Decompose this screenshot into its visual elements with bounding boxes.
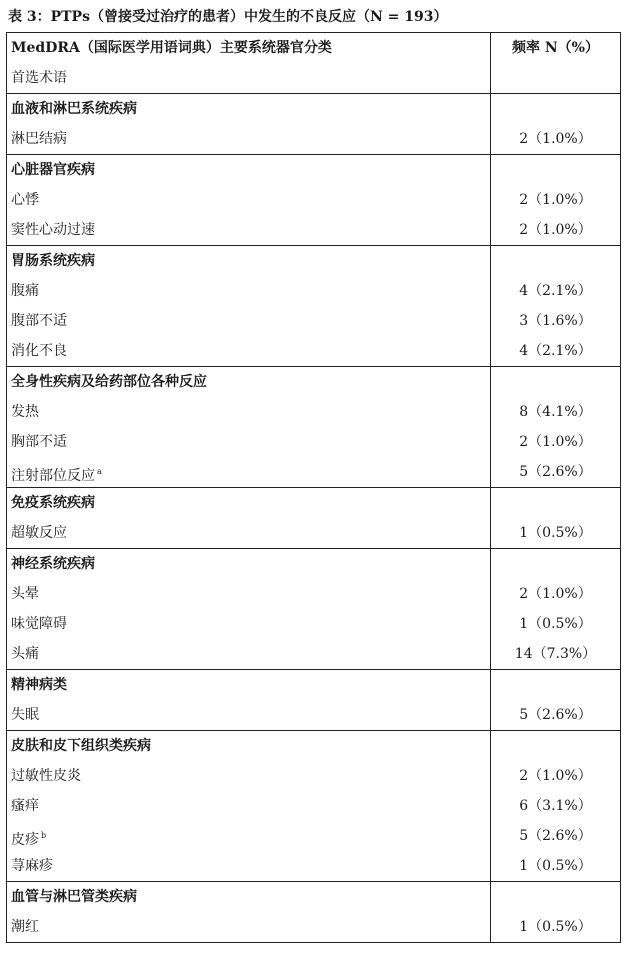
frequency-cell: 2（1.0%） [490,579,620,609]
footnote-marker: a [97,467,102,476]
table-body [7,93,620,942]
frequency-cell: 2（1.0%） [490,215,620,245]
header-preferred-term: 首选术语 [11,70,67,86]
table-row [7,427,620,457]
table-row [7,912,620,942]
frequency-cell: 4（2.1%） [490,336,620,366]
section-name: 免疫系统疾病 [11,495,95,511]
section-row [7,669,620,700]
preferred-term: 窦性心动过速 [11,222,95,238]
frequency-cell: 1（0.5%） [490,609,620,639]
term-cell [7,185,490,215]
table-row [7,639,620,669]
preferred-term: 心悸 [11,192,39,208]
preferred-term: 失眠 [11,707,39,723]
frequency-cell: 2（1.0%） [490,427,620,457]
section-name: 精神病类 [11,677,67,693]
table-row [7,124,620,154]
term-cell [7,397,490,427]
preferred-term: 潮红 [11,919,39,935]
frequency-cell: 5（2.6%） [490,821,620,851]
table-row [7,185,620,215]
term-cell [7,609,490,639]
frequency-cell: 2（1.0%） [490,185,620,215]
preferred-term: 味觉障碍 [11,616,67,632]
footnote-marker: b [41,831,47,840]
frequency-cell: 1（0.5%） [490,912,620,942]
adverse-reactions-table [6,32,621,943]
term-cell [7,700,490,730]
frequency-cell: 1（0.5%） [490,518,620,548]
frequency-cell: 1（0.5%） [490,851,620,881]
table-row [7,215,620,245]
section-row [7,881,620,912]
frequency-cell: 14（7.3%） [490,639,620,669]
table-row [7,761,620,791]
section-name: 全身性疾病及给药部位各种反应 [11,374,207,390]
term-cell [7,427,490,457]
section-row [7,245,620,276]
table-subheader-row [7,63,620,93]
preferred-term: 腹痛 [11,283,39,299]
frequency-cell: 2（1.0%） [490,124,620,154]
table-caption: 表 3：PTPs（曾接受过治疗的患者）中发生的不良反应（N = 193） [8,9,448,25]
term-cell [7,791,490,821]
frequency-cell: 8（4.1%） [490,397,620,427]
preferred-term: 头痛 [11,646,39,662]
table-row [7,821,620,851]
section-name: 神经系统疾病 [11,556,95,572]
term-cell [7,821,490,851]
frequency-cell: 4（2.1%） [490,276,620,306]
preferred-term: 发热 [11,404,39,420]
frequency-cell: 5（2.6%） [490,700,620,730]
table-row [7,851,620,881]
preferred-term: 超敏反应 [11,525,67,541]
frequency-cell: 6（3.1%） [490,791,620,821]
term-cell [7,761,490,791]
term-cell [7,912,490,942]
frequency-cell: 2（1.0%） [490,761,620,791]
table-row [7,791,620,821]
section-row [7,154,620,185]
preferred-term: 过敏性皮炎 [11,768,81,784]
preferred-term: 荨麻疹 [11,858,53,874]
table-row [7,306,620,336]
section-row [7,548,620,579]
table-row [7,397,620,427]
table-row [7,518,620,548]
section-name: 心脏器官疾病 [11,162,95,178]
preferred-term: 注射部位反应 [11,468,95,484]
term-cell [7,639,490,669]
section-row [7,93,620,124]
preferred-term: 消化不良 [11,343,67,359]
term-cell [7,579,490,609]
term-cell [7,124,490,154]
table-row [7,336,620,366]
preferred-term: 皮疹 [11,832,39,848]
table-row [7,276,620,306]
preferred-term: 头晕 [11,586,39,602]
table-row [7,700,620,730]
preferred-term: 淋巴结病 [11,131,67,147]
table-row [7,579,620,609]
section-name: 胃肠系统疾病 [11,253,95,269]
frequency-cell: 3（1.6%） [490,306,620,336]
section-name: 血管与淋巴管类疾病 [11,889,137,905]
term-cell [7,851,490,881]
section-row [7,487,620,518]
preferred-term: 瘙痒 [11,798,39,814]
table-row [7,609,620,639]
table-row [7,457,620,487]
table-header-row [7,33,620,63]
term-cell [7,306,490,336]
term-cell [7,336,490,366]
preferred-term: 腹部不适 [11,313,67,329]
section-name: 血液和淋巴系统疾病 [11,101,137,117]
term-cell [7,215,490,245]
frequency-cell: 5（2.6%） [490,457,620,487]
preferred-term: 胸部不适 [11,434,67,450]
term-cell [7,276,490,306]
header-frequency: 频率 N（%） [490,33,620,63]
section-row [7,366,620,397]
section-name: 皮肤和皮下组织类疾病 [11,738,151,754]
term-cell [7,518,490,548]
section-row [7,730,620,761]
header-soc: MedDRA（国际医学用语词典）主要系统器官分类 [11,40,332,56]
term-cell [7,457,490,487]
